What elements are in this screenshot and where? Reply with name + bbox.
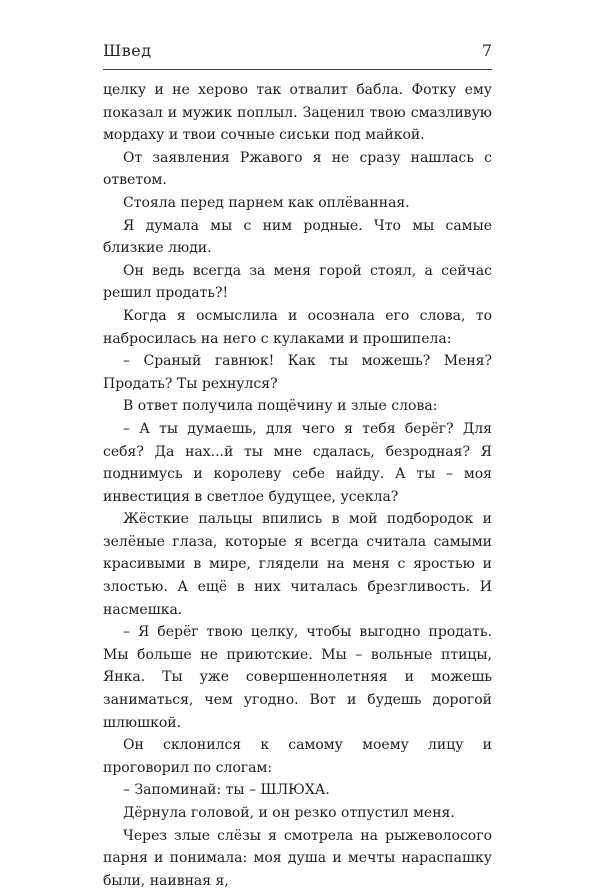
paragraph: Стояла перед парнем как оплёванная. <box>123 194 410 211</box>
body-text <box>103 79 492 892</box>
running-title: Швед <box>103 41 152 60</box>
header-rule <box>103 69 492 70</box>
paragraph: Он ведь всегда за меня горой стоял, а сейчас решил продать?! <box>103 262 492 302</box>
page-number: 7 <box>481 41 492 60</box>
paragraph: – Сраный гавнюк! Как ты можешь? Меня? Продать? Ты рехнулся? <box>103 353 492 392</box>
page-header <box>103 41 492 69</box>
paragraph: От заявления Ржавого я не сразу нашлась с ответом. <box>103 149 492 189</box>
paragraph: целку и не херово так отвалит бабла. Фотку ему показал и мужик поплыл. Заценил твою смазливую мордаху и твои сочные сиськи под майкой. <box>103 82 492 144</box>
paragraph: Через злые слёзы я смотрела на рыжеволосого парня и понимала: моя душа и мечты нараспашку были, наивная я, <box>103 827 492 889</box>
paragraph: В ответ получила пощёчину и злые слова: <box>123 398 438 415</box>
paragraph: Я думала мы с ним родные. Что мы самые близкие люди. <box>103 217 492 257</box>
paragraph: – А ты думаешь, для чего я тебя берёг? Для себя? Да нах...й ты мне сдалась, безродная? Я поднимусь и королеву себе найду. А ты – моя инвестиция в светлое будущее, усекла? <box>103 420 492 505</box>
paragraph: Он склонился к самому моему лицу и проговорил по слогам: <box>103 737 492 776</box>
paragraph: – Запоминай: ты – ШЛЮХА. <box>123 782 330 799</box>
paragraph: Жёсткие пальцы впились в мой подбородок и зелёные глаза, которые я всегда считала самыми красивыми в мире, глядели на меня с яростью и злостью. А ещё в них читалась брезгливость. И насмешка. <box>103 511 492 618</box>
paragraph: Дёрнула головой, и он резко отпустил меня. <box>123 805 455 821</box>
paragraph: – Я берёг твою целку, чтобы выгодно продать. Мы больше не приютские. Мы – вольные птицы, Янка. Ты уже совершеннолетняя и можешь заниматься, чем угодно. Вот и будешь дорогой шлюшкой. <box>103 624 492 731</box>
paragraph: Когда я осмыслила и осознала его слова, то набросилась на него с кулаками и прошипела: <box>103 307 492 347</box>
